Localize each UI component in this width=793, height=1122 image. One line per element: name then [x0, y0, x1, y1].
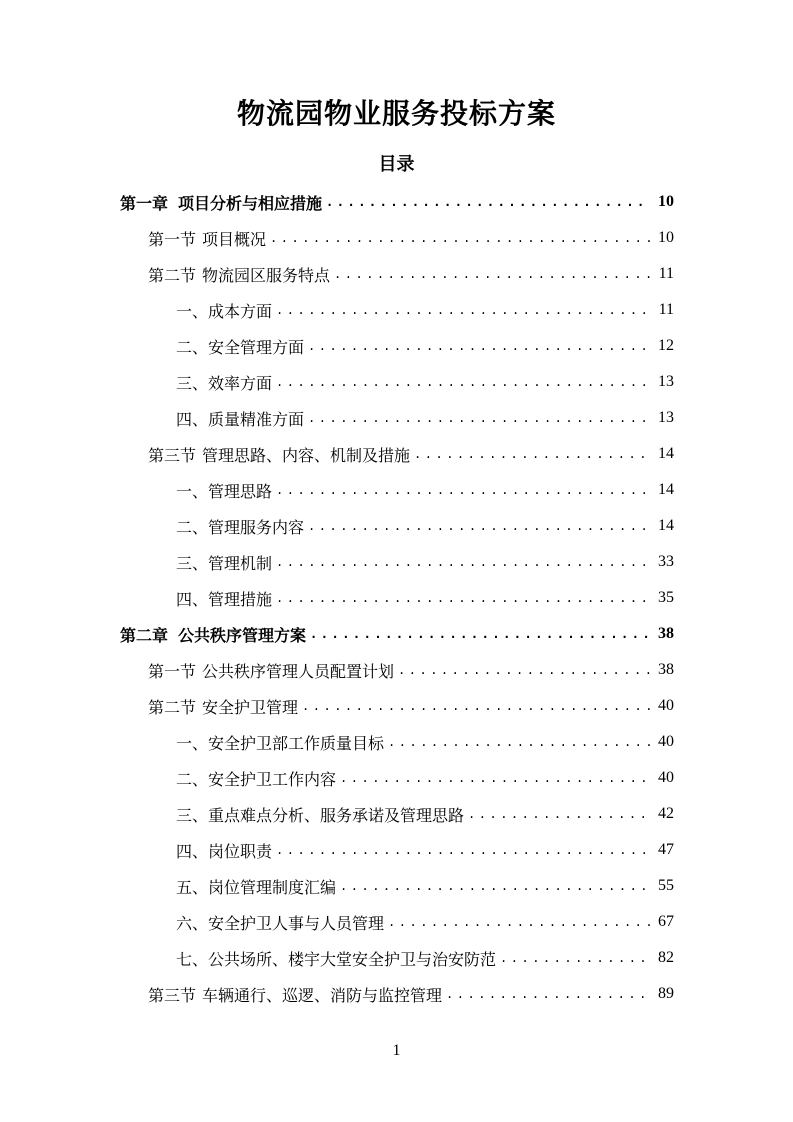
- toc-entry-page: 14: [658, 481, 674, 498]
- toc-entry-page: 38: [658, 625, 674, 642]
- toc-dot-leader: [276, 555, 650, 569]
- toc-dot-leader: [500, 951, 650, 965]
- toc-entry-label: 六、安全护卫人事与人员管理: [176, 913, 385, 933]
- toc-entry-page: 10: [658, 229, 674, 246]
- toc-entry-page: 14: [658, 445, 674, 462]
- toc-dot-leader: [388, 915, 650, 929]
- toc-entry-number: 第一节: [148, 661, 197, 681]
- toc-dot-leader: [414, 447, 650, 461]
- toc-entry-label: 物流园区服务特点: [202, 265, 331, 285]
- document-title: 物流园物业服务投标方案: [236, 97, 556, 130]
- toc-entry-label: 公共秩序管理人员配置计划: [202, 661, 395, 681]
- toc-entry-section[interactable]: [148, 220, 674, 256]
- toc-entry-chapter[interactable]: [120, 616, 674, 652]
- toc-entry-subsection[interactable]: [176, 904, 674, 940]
- toc-entry-page: 40: [658, 697, 674, 714]
- toc-entry-page: 38: [658, 661, 674, 678]
- toc-dot-leader: [276, 843, 650, 857]
- toc-entry-label: 三、效率方面: [176, 373, 273, 393]
- toc-dot-leader: [340, 771, 650, 785]
- toc-entry-label: 一、管理思路: [176, 481, 273, 501]
- toc-entry-label: 公共秩序管理方案: [178, 625, 307, 645]
- toc-dot-leader: [326, 195, 650, 209]
- toc-entry-page: 10: [658, 193, 674, 210]
- toc-entry-page: 33: [658, 553, 674, 570]
- toc-entry-label: 四、岗位职责: [176, 841, 273, 861]
- toc-entry-page: 55: [658, 877, 674, 894]
- toc-entry-chapter[interactable]: [120, 184, 674, 220]
- toc-entry-section[interactable]: [148, 688, 674, 724]
- toc-entry-section[interactable]: [148, 976, 674, 1012]
- toc-entry-subsection[interactable]: [176, 724, 674, 760]
- toc-entry-subsection[interactable]: [176, 796, 674, 832]
- toc-entry-number: 第一节: [148, 229, 197, 249]
- toc-entry-subsection[interactable]: [176, 472, 674, 508]
- toc-entry-number: 第二节: [148, 697, 197, 717]
- toc-entry-page: 47: [658, 841, 674, 858]
- toc-dot-leader: [446, 987, 650, 1001]
- toc-entry-label: 五、岗位管理制度汇编: [176, 877, 337, 897]
- toc-dot-leader: [334, 267, 650, 281]
- toc-entry-subsection[interactable]: [176, 868, 674, 904]
- toc-entry-label: 项目概况: [202, 229, 267, 249]
- toc-entry-number: 第二章: [120, 625, 169, 645]
- toc-entry-page: 13: [658, 373, 674, 390]
- toc-dot-leader: [308, 519, 650, 533]
- toc-entry-section[interactable]: [148, 652, 674, 688]
- toc-entry-label: 三、重点难点分析、服务承诺及管理思路: [176, 805, 465, 825]
- toc-entry-label: 七、公共场所、楼宇大堂安全护卫与治安防范: [176, 949, 497, 969]
- toc-dot-leader: [308, 411, 650, 425]
- toc-entry-page: 40: [658, 733, 674, 750]
- toc-dot-leader: [340, 879, 650, 893]
- toc-dot-leader: [310, 627, 650, 641]
- toc-dot-leader: [302, 699, 650, 713]
- toc-entry-page: 67: [658, 913, 674, 930]
- toc-entry-subsection[interactable]: [176, 508, 674, 544]
- page-number: 1: [392, 1042, 401, 1059]
- toc-entry-page: 12: [658, 337, 674, 354]
- toc-entry-label: 安全护卫管理: [202, 697, 299, 717]
- toc-entry-page: 89: [658, 985, 674, 1002]
- toc-entry-page: 13: [658, 409, 674, 426]
- toc-dot-leader: [270, 231, 650, 245]
- toc-entry-label: 一、安全护卫部工作质量目标: [176, 733, 385, 753]
- toc-entry-page: 14: [658, 517, 674, 534]
- toc-entry-label: 四、管理措施: [176, 589, 273, 609]
- toc-dot-leader: [276, 303, 650, 317]
- toc-dot-leader: [308, 339, 650, 353]
- toc-entry-subsection[interactable]: [176, 544, 674, 580]
- toc-entry-label: 项目分析与相应措施: [178, 193, 323, 213]
- toc-entry-page: 11: [658, 301, 674, 318]
- toc-dot-leader: [276, 375, 650, 389]
- toc-entry-label: 管理思路、内容、机制及措施: [202, 445, 411, 465]
- toc-entry-subsection[interactable]: [176, 832, 674, 868]
- toc-entry-subsection[interactable]: [176, 940, 674, 976]
- toc-entry-label: 二、管理服务内容: [176, 517, 305, 537]
- toc-entry-subsection[interactable]: [176, 400, 674, 436]
- toc-entry-section[interactable]: [148, 436, 674, 472]
- toc-entry-page: 35: [658, 589, 674, 606]
- toc-entry-label: 三、管理机制: [176, 553, 273, 573]
- toc-entry-section[interactable]: [148, 256, 674, 292]
- toc-entry-label: 二、安全护卫工作内容: [176, 769, 337, 789]
- toc-entry-number: 第三节: [148, 445, 197, 465]
- toc-dot-leader: [276, 591, 650, 605]
- toc-entry-subsection[interactable]: [176, 760, 674, 796]
- toc-entry-subsection[interactable]: [176, 292, 674, 328]
- toc-entry-label: 四、质量精准方面: [176, 409, 305, 429]
- toc-entry-number: 第二节: [148, 265, 197, 285]
- toc-entry-number: 第一章: [120, 193, 169, 213]
- toc-entry-label: 车辆通行、巡逻、消防与监控管理: [202, 985, 443, 1005]
- toc-entry-label: 一、成本方面: [176, 301, 273, 321]
- toc-dot-leader: [468, 807, 650, 821]
- toc-entry-subsection[interactable]: [176, 580, 674, 616]
- toc-heading: 目录: [378, 154, 415, 175]
- toc-entry-page: 42: [658, 805, 674, 822]
- toc-dot-leader: [276, 483, 650, 497]
- toc-entry-page: 11: [658, 265, 674, 282]
- toc-entry-page: 40: [658, 769, 674, 786]
- toc-dot-leader: [398, 663, 650, 677]
- toc-entry-label: 二、安全管理方面: [176, 337, 305, 357]
- toc-entry-subsection[interactable]: [176, 328, 674, 364]
- toc-dot-leader: [388, 735, 650, 749]
- toc-entry-number: 第三节: [148, 985, 197, 1005]
- toc-entry-page: 82: [658, 949, 674, 966]
- toc-entry-subsection[interactable]: [176, 364, 674, 400]
